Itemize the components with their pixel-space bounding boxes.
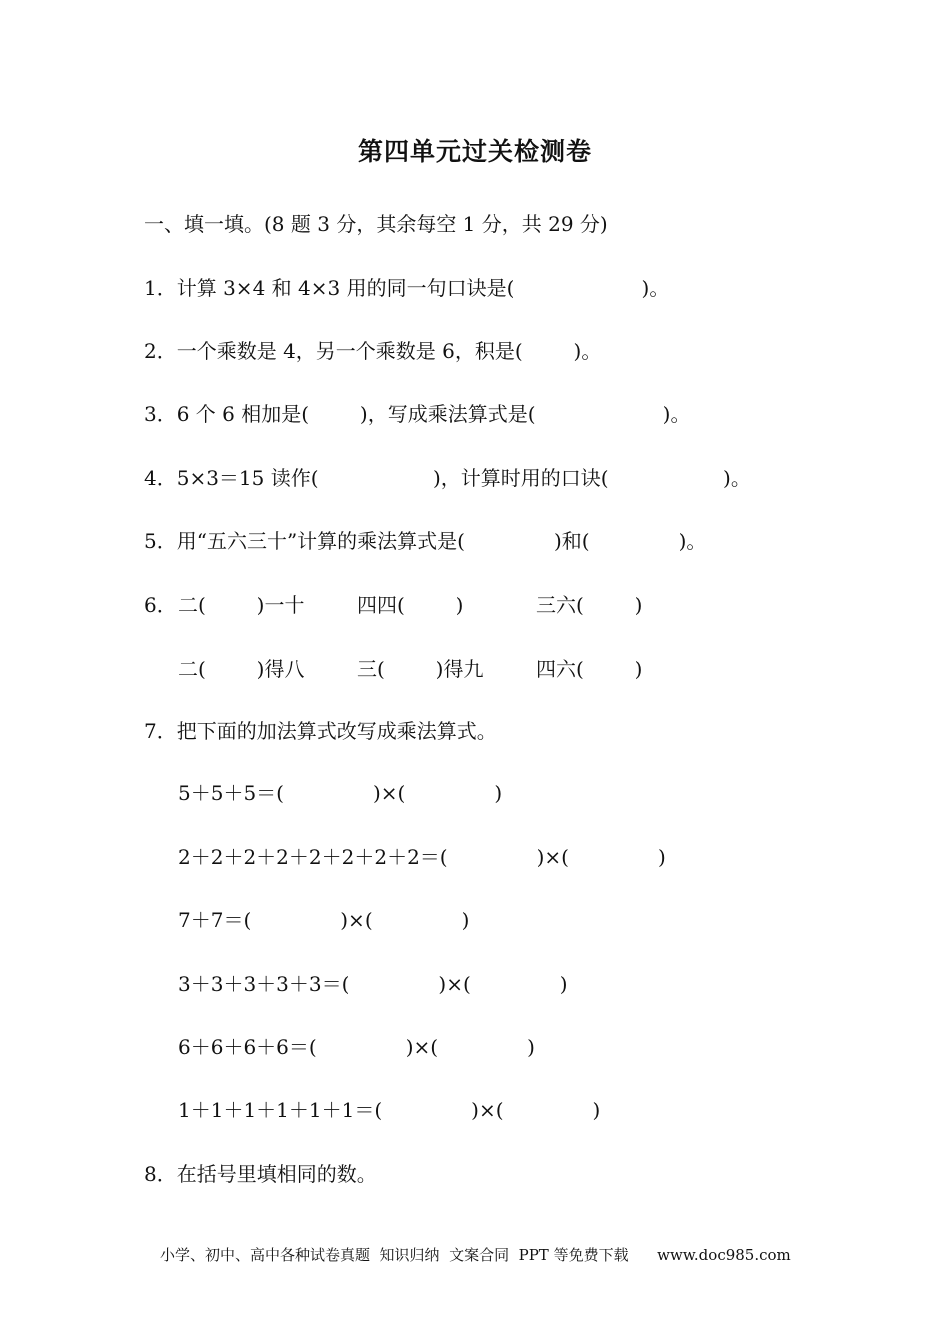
question-5: 5．用“五六三十”计算的乘法算式是( )和( )。 <box>144 529 707 553</box>
question-6-label: 6． <box>144 593 177 617</box>
section-header: 一、填一填。(8 题 3 分，其余每空 1 分，共 29 分) <box>144 212 608 236</box>
question-1: 1．计算 3×4 和 4×3 用的同一句口诀是( )。 <box>144 276 670 300</box>
q7-item: 3＋3＋3＋3＋3＝( )×( ) <box>178 972 568 996</box>
q6-row1-item: 四四( ) <box>357 593 464 617</box>
q7-item: 1＋1＋1＋1＋1＋1＝( )×( ) <box>178 1098 601 1122</box>
question-7-prompt: 7．把下面的加法算式改写成乘法算式。 <box>144 719 497 743</box>
footer-text: 小学、初中、高中各种试卷真题 知识归纳 文案合同 PPT 等免费下载 www.doc985.com <box>160 1246 791 1264</box>
q7-item: 7＋7＝( )×( ) <box>178 908 470 932</box>
q6-row2-item: 三( )得九 <box>357 657 484 681</box>
q7-item: 6＋6＋6＋6＝( )×( ) <box>178 1035 535 1059</box>
page-title: 第四单元过关检测卷 <box>357 137 592 166</box>
q6-row1-item: 二( )一十 <box>178 593 305 617</box>
question-8: 8．在括号里填相同的数。 <box>144 1162 377 1186</box>
q6-row2-item: 二( )得八 <box>178 657 305 681</box>
q6-row2-item: 四六( ) <box>536 657 643 681</box>
question-4: 4．5×3＝15 读作( )，计算时用的口诀( )。 <box>144 466 751 490</box>
question-3: 3．6 个 6 相加是( )，写成乘法算式是( )。 <box>144 402 691 426</box>
question-2: 2．一个乘数是 4，另一个乘数是 6，积是( )。 <box>144 339 602 363</box>
q7-item: 5＋5＋5＝( )×( ) <box>178 781 503 805</box>
q6-row1-item: 三六( ) <box>536 593 643 617</box>
q7-item: 2＋2＋2＋2＋2＋2＋2＋2＝( )×( ) <box>178 845 666 869</box>
